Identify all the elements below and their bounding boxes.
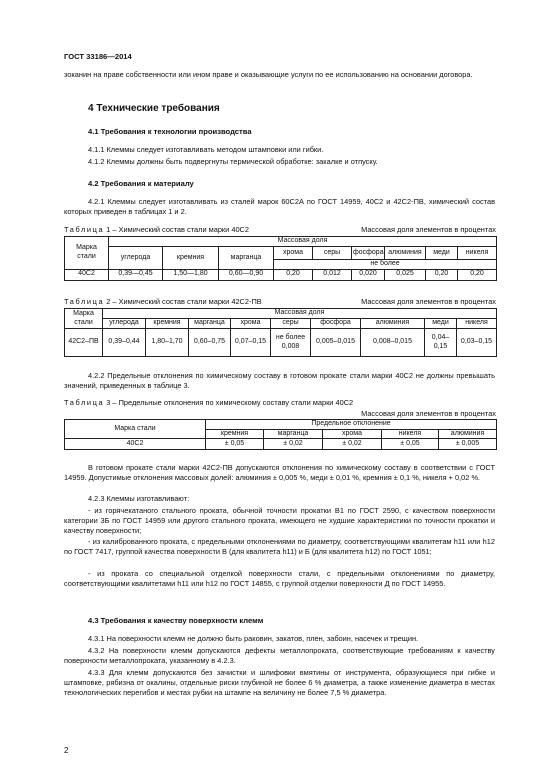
table-3-cell: ± 0,02 [264,439,323,450]
section-4-1-title: 4.1 Требования к технологии производства [88,127,252,136]
table-2-cell: 1,80–1,70 [146,329,189,357]
table-1-header-grade: Марка стали [65,237,109,270]
table-2-caption-right: Массовая доля элементов в процентах [361,297,496,306]
table-2-header-col: никеля [457,319,497,329]
table-3-header-dev: Предельное отклонение [206,420,497,430]
table-3-header-grade: Марка стали [65,420,206,439]
table-2-cell: не более 0,008 [271,329,311,357]
table-2-header-col: фосфора [311,319,361,329]
table-1-cell: 0,60—0,90 [219,269,274,280]
table-2-cell: 0,39–0,44 [103,329,146,357]
table-1-header-col: кремния [163,247,219,270]
table-3-header-col: хрома [323,429,382,439]
table-2-header-col: углерода [103,319,146,329]
table-1-cell: 40С2 [65,269,109,280]
paragraph-4-3-1: 4.3.1 На поверхности клемм не должно быть раковин, закатов, плен, забоин, насечек и трещин. [88,634,419,643]
table-2-header-col: марганца [189,319,231,329]
table-3-cell: ± 0,05 [382,439,439,450]
table-2-cell: 42С2–ПВ [65,329,103,357]
table-1-header-col: углерода [109,247,163,270]
table-2-header-col: хрома [231,319,271,329]
table-1-caption-right: Массовая доля элементов в процентах [361,225,496,234]
table-1-cell: 0,025 [385,269,426,280]
page-number: 2 [64,746,69,755]
table-3-cell: ± 0,02 [323,439,382,450]
table-2-header-col: серы [271,319,311,329]
paragraph-4-2-3: 4.2.3 Клеммы изготавливают: [88,494,190,503]
table-2-header-col: алюминия [361,319,425,329]
table-2-caption-text: 2 – Химический состав стали марки 42С2-ПВ [106,297,262,306]
table-3-header-col: алюминия [439,429,497,439]
table-2-header-mass: Массовая доля [103,309,497,319]
table-3-caption-right: Массовая доля элементов в процентах [361,409,496,418]
table-2-cell: 0,60–0,75 [189,329,231,357]
paragraph-4-3-2: 4.3.2 На поверхности клемм допускаются дефекты металлопроката, соответствующие требованиям к качеству поверхности металлопроката, указанному в 4.2.3. [64,646,495,665]
table-1-cell: 0,20 [426,269,458,280]
table-1-header-col: алюминия [385,247,426,260]
table-3-header-col: марганца [264,429,323,439]
table-2-cell: 0,03–0,15 [457,329,497,357]
table-3-caption-text: 3 – Предельные отклонения по химическому составу стали марки 40С2 [106,398,354,407]
document-header: ГОСТ 33186—2014 [64,52,132,61]
intro-paragraph: зоканин на праве собственности или ином праве и оказывающие услуги по ее использованию на основании договора. [64,70,473,79]
table-2-header-grade: Марка стали [65,309,103,329]
table-1-header-col: фосфора [352,247,385,260]
table-2-header-col: меди [425,319,457,329]
table-3 [64,419,497,450]
bullet-calibrated: - из калиброванного проката, с предельными отклонениями по диаметру, соответствующими квалитетам h11 или h12 по ГОСТ 7417, группой качества поверхности В (для квалитета h11) и Б (для квалитета h12) по ГОСТ 1051; [64,537,495,556]
table-1-header-not-more: не более [274,260,497,270]
table-2-cell: 0,008–0,015 [361,329,425,357]
table-1-cell: 0,39—0,45 [109,269,163,280]
table-1-cell: 0,020 [352,269,385,280]
section-4-3-title: 4.3 Требования к качеству поверхности клемм [88,616,264,625]
table-2-caption-word: Таблица [64,297,105,306]
table-1-cell: 1,50—1,80 [163,269,219,280]
table-3-cell: ± 0,05 [206,439,264,450]
table-2 [64,308,497,357]
table-1-caption-text: 1 – Химический состав стали марки 40С2 [106,225,250,234]
section-4-2-title: 4.2 Требования к материалу [88,179,194,188]
table-1-cell: 0,20 [274,269,313,280]
table-1-header-col: марганца [219,247,274,270]
section-4-title: 4 Технические требования [88,103,220,114]
table-2-header-col: кремния [146,319,189,329]
paragraph-42c2-deviations: В готовом прокате стали марки 42С2-ПВ допускаются отклонения по химическому составу в соответствии с ГОСТ 14959. Допустимые отклонения массовых долей: алюминия ± 0,005 %, меди ± 0,01 %, кремния ± 0,1 %, никеля + 0,02 %. [64,463,495,482]
table-3-cell: 40С2 [65,439,206,450]
bullet-hot-rolled: - из горячекатаного стального проката, обычной точности прокатки В1 по ГОСТ 2590, с качеством поверхности категории 3Б по ГОСТ 14959 или другого стального проката, имеющего не худшие характеристики по точности прокатки и качеству поверхности; [64,506,495,535]
table-2-cell: 0,005–0,015 [311,329,361,357]
table-1 [64,236,497,281]
table-1-cell: 0,20 [458,269,497,280]
paragraph-4-3-3: 4.3.3 Для клемм допускаются без зачистки и шлифовки вмятины от инструмента, образующиеся при гибке и штамповке, рябизна от окалины, отдельные риски глубиной не более 6 % диаметра, а также изменение диаметра в местах технологических перегибов и местах рубки на штампе на величину не более 7,5 % диаметра. [64,668,495,697]
table-3-caption-word: Таблица [64,398,105,407]
table-1-cell: 0,012 [313,269,352,280]
table-1-caption-word: Таблица [64,225,105,234]
paragraph-4-2-2: 4.2.2 Предельные отклонения по химическому составу в готовом прокате стали марки 40С2 не должны превышать значений, приведенных в таблице 3. [64,371,495,390]
paragraph-4-2-1: 4.2.1 Клеммы следует изготавливать из сталей марок 60С2А по ГОСТ 14959, 40С2 и 42С2-ПВ, химический состав которых приведен в таблицах 1 и 2. [64,197,495,216]
table-1-header-col: хрома [274,247,313,260]
table-2-cell: 0,04–0,15 [425,329,457,357]
paragraph-4-1-2: 4.1.2 Клеммы должны быть подвергнуты термической обработке: закалке и отпуску. [88,157,378,166]
table-1-header-col: никеля [458,247,497,260]
table-3-header-col: никеля [382,429,439,439]
paragraph-4-1-1: 4.1.1 Клеммы следует изготавливать методом штамповки или гибки. [88,145,324,154]
table-3-header-col: кремния [206,429,264,439]
table-1-header-col: меди [426,247,458,260]
table-2-cell: 0,07–0,15 [231,329,271,357]
bullet-special-finish: - из проката со специальной отделкой поверхности стали, с предельными отклонениями по диаметру, соответствующими квалитетами h11 или h12 по ГОСТ 14855, с группой отделки поверхности Д по ГОСТ 14955. [64,569,495,588]
table-3-cell: ± 0,005 [439,439,497,450]
table-1-header-col: серы [313,247,352,260]
table-1-header-mass: Массовая доля [109,237,497,247]
